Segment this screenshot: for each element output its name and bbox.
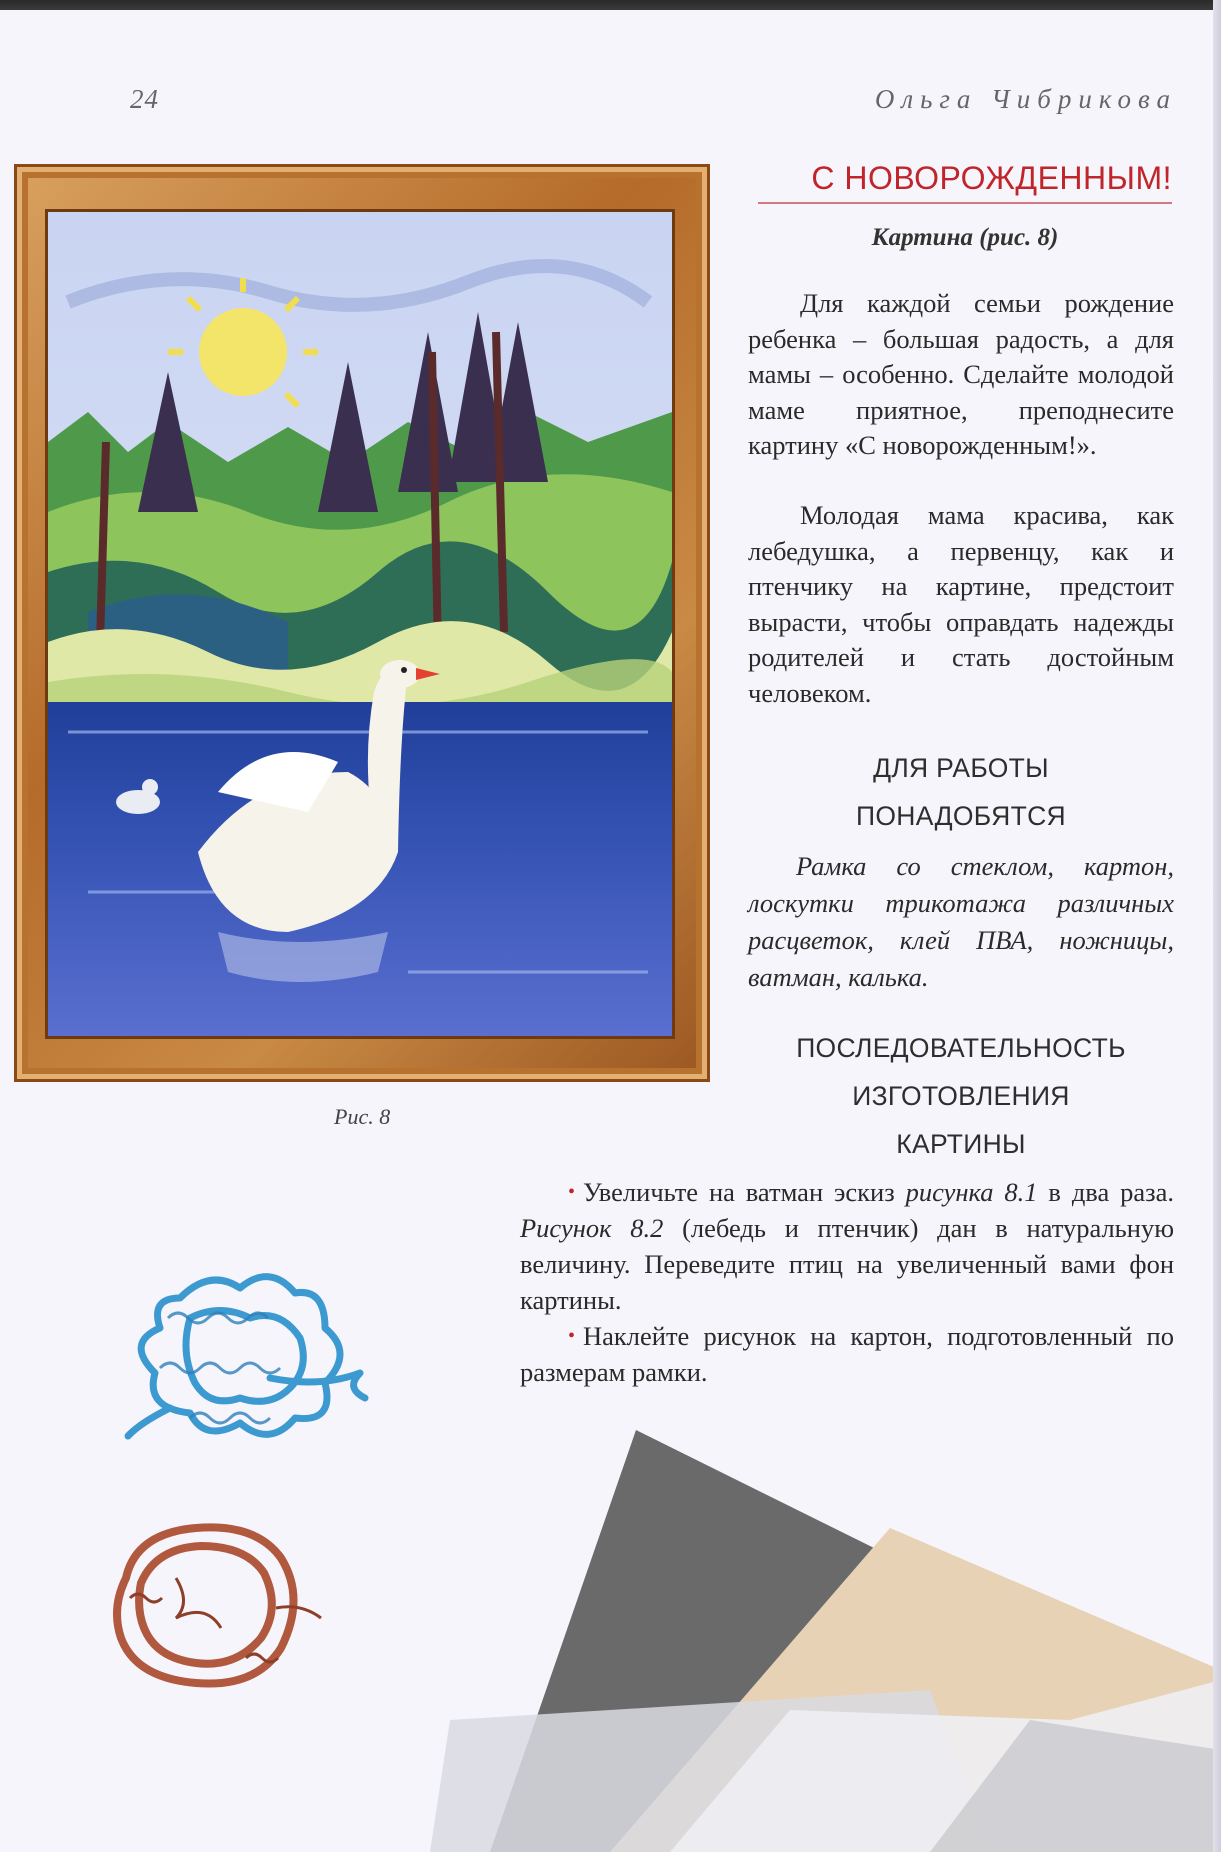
fabric-swatches-illustration — [430, 1420, 1221, 1852]
steps-list — [520, 1174, 1174, 1390]
figure-caption: Рис. 8 — [334, 1104, 391, 1129]
title-underline — [758, 202, 1172, 204]
article-subtitle: Картина (рис. 8) — [871, 224, 1059, 251]
step-1: • Увеличьте на ватман эскиз рисунка 8.1 в два раза. Рисунок 8.2 (лебедь и птенчик) дан в натуральную величину. Переведите птиц на увеличенный вами фон картины. — [520, 1177, 1174, 1315]
brown-yarn-illustration — [96, 1508, 332, 1698]
page-number: 24 — [130, 84, 159, 114]
blue-yarn-illustration — [120, 1258, 370, 1458]
intro-paragraph-1: Для каждой семьи рождение ребенка – большая радость, а для мамы – особенно. Сделайте молодой маме приятное, преподнесите картину «С новорожденным!». — [748, 288, 1174, 460]
bullet-icon: • — [568, 1325, 576, 1347]
materials-heading: ДЛЯ РАБОТЫ ПОНАДОБЯТСЯ — [856, 753, 1066, 831]
running-head — [0, 84, 1221, 124]
step-2: • Наклейте рисунок на картон, подготовленный по размерам рамки. — [520, 1321, 1174, 1387]
article-title: С НОВОРОЖДЕННЫМ! — [811, 160, 1172, 196]
intro-paragraph-2: Молодая мама красива, как лебедушка, а первенцу, как и птенчику на картине, предстоит вырасти, чтобы оправдать надежды родителей и стать достойным человеком. — [748, 500, 1174, 708]
picture-frame — [14, 164, 710, 1082]
swan-painting-image — [48, 212, 672, 1036]
materials-list: Рамка со стеклом, картон, лоскутки трикотажа различных расцветок, клей ПВА, ножницы, ватман, калька. — [748, 851, 1174, 992]
steps-heading: ПОСЛЕДОВАТЕЛЬНОСТЬ ИЗГОТОВЛЕНИЯ КАРТИНЫ — [796, 1033, 1126, 1159]
bullet-icon: • — [568, 1181, 576, 1203]
author-name: Ольга Чибрикова — [874, 84, 1177, 114]
